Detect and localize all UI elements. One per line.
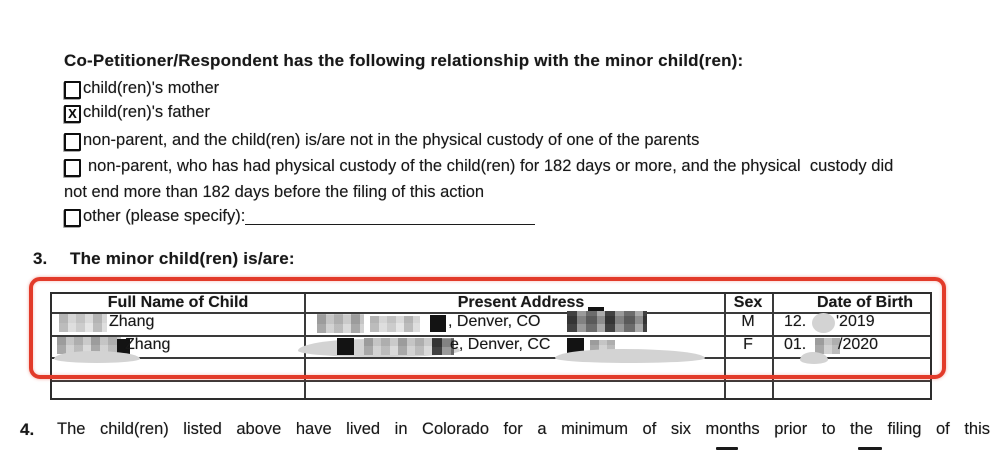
option-mother xyxy=(64,79,219,99)
other-specify-blank-field[interactable] xyxy=(245,207,535,225)
cell-child-address: e, Denver, CC xyxy=(450,336,551,353)
checkbox-unchecked-icon[interactable] xyxy=(64,133,81,151)
option-label: non-parent, and the child(ren) is/are not in the physical custody of one of the parents xyxy=(83,131,700,149)
cell-dob-month: 01. xyxy=(784,336,807,353)
header-full-name: Full Name of Child xyxy=(107,294,249,311)
section3-number: 3. xyxy=(33,249,48,268)
option-label: child(ren)'s mother xyxy=(83,79,220,97)
underline-mark xyxy=(858,447,882,450)
checkbox-unchecked-icon[interactable] xyxy=(64,209,81,227)
relationship-heading: Co-Petitioner/Respondent has the following relationship with the minor child(ren): xyxy=(64,51,744,70)
checkbox-unchecked-icon[interactable] xyxy=(64,159,81,177)
header-present-address: Present Address xyxy=(457,294,585,311)
section4-text: The child(ren) listed above have lived in Colorado for a minimum of six months prior to the filing of this xyxy=(57,420,990,438)
cell-child-sex: M xyxy=(741,313,755,330)
section4-number: 4. xyxy=(20,420,35,439)
option-other xyxy=(64,207,535,227)
cell-child-sex: F xyxy=(743,336,753,353)
option-nonparent-no-custody xyxy=(64,131,699,151)
option-label: child(ren)'s father xyxy=(83,103,210,121)
option-label: other (please specify): xyxy=(83,207,246,225)
checkbox-unchecked-icon[interactable] xyxy=(64,81,81,99)
cell-child-name: Zhang xyxy=(125,336,171,353)
option-nonparent-custody xyxy=(64,157,893,177)
underline-mark xyxy=(716,447,738,450)
cell-dob-year: /2020 xyxy=(838,336,879,353)
header-sex: Sex xyxy=(733,294,763,311)
option-father xyxy=(64,103,210,123)
cell-dob-month: 12. xyxy=(784,313,807,330)
option-label-continued: not end more than 182 days before the filing of this action xyxy=(64,183,485,201)
cell-child-name: Zhang xyxy=(109,313,155,330)
header-date-of-birth: Date of Birth xyxy=(817,294,913,311)
red-highlight-annotation xyxy=(29,277,946,379)
checkbox-checked-x-icon[interactable] xyxy=(64,105,81,123)
row-divider xyxy=(52,380,930,382)
cell-child-address: , Denver, CO xyxy=(448,313,541,330)
section3-title: The minor child(ren) is/are: xyxy=(70,249,295,268)
option-label: non-parent, who has had physical custody of the child(ren) for 182 days or more, and the physical custody did xyxy=(88,157,894,175)
cell-dob-year: '2019 xyxy=(836,313,875,330)
